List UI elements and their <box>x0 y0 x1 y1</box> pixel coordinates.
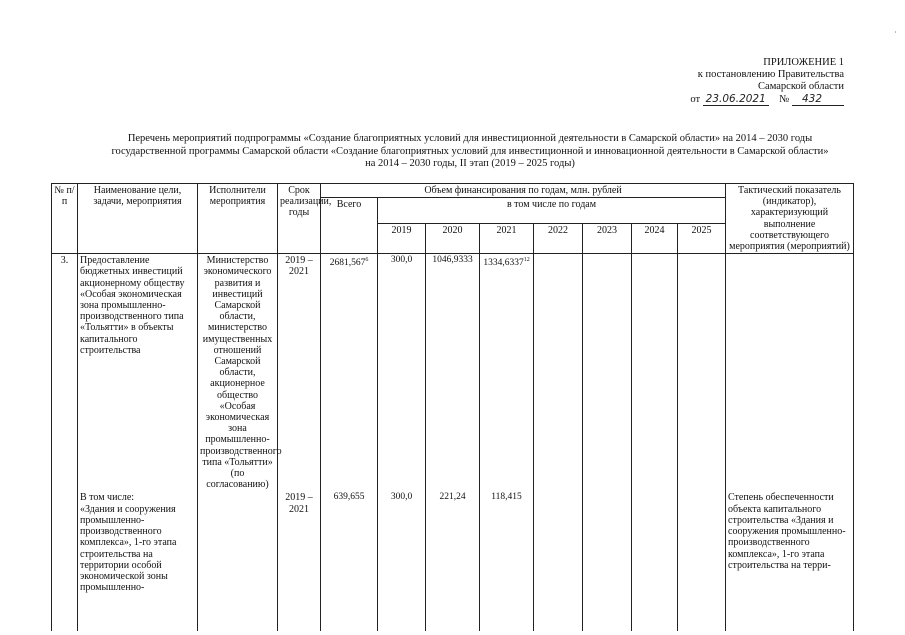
row-2024 <box>632 254 678 492</box>
header-term: Срок реализации, годы <box>278 184 321 254</box>
row-indicator <box>726 254 854 492</box>
number-prefix: № <box>779 94 790 105</box>
header-year: 2021 <box>480 224 534 254</box>
row-num: 3. <box>52 254 78 492</box>
header-total: Всего <box>321 198 378 254</box>
appendix-line2: Самарской области <box>758 81 844 92</box>
header-year: 2025 <box>678 224 726 254</box>
measures-table <box>51 183 854 631</box>
row-2022 <box>534 254 583 492</box>
title-line2: государственной программы Самарской области «Создание благоприятных условий для инвестиционной и инновационной деятельности в Самарской области» <box>111 145 829 157</box>
appendix-title: ПРИЛОЖЕНИЕ 1 <box>763 57 844 68</box>
row-2021-footnote: 12 <box>523 257 530 264</box>
header-by-years: в том числе по годам <box>378 198 726 224</box>
appendix-date-line <box>690 93 844 106</box>
handwritten-date: 23.06.2021 <box>703 93 769 106</box>
title-line3: на 2014 – 2030 годы, II этап (2019 – 2025 годы) <box>365 158 575 169</box>
row-indicator: Степень обеспеченности объекта капитального строительства «Здания и сооружения промышленно-производственного комплекса», 1-го этапа строительства на терри- <box>726 491 854 631</box>
row-2025 <box>678 254 726 492</box>
row-total-footnote: 6 <box>365 257 369 264</box>
header-year: 2024 <box>632 224 678 254</box>
date-prefix: от <box>690 94 701 105</box>
row-2024 <box>632 491 678 631</box>
appendix-line1: к постановлению Правительства <box>697 69 844 80</box>
row-name <box>78 491 198 631</box>
row-2025 <box>678 491 726 631</box>
row-name-text: «Здания и сооружения промышленно-производственного комплекса», 1-го этапа строительства на территории особой экономической зоны промышленно- <box>80 503 177 594</box>
row-2022 <box>534 491 583 631</box>
document-title <box>60 133 880 171</box>
row-term: 2019 – 2021 <box>278 254 321 492</box>
row-total <box>321 254 378 492</box>
row-executors <box>198 491 278 631</box>
header-name: Наименование цели, задачи, мероприятия <box>78 184 198 254</box>
header-year: 2022 <box>534 224 583 254</box>
row-2019: 300,0 <box>378 491 426 631</box>
header-financing: Объем финансирования по годам, млн. рублей <box>321 184 726 198</box>
row-2021-value: 1334,6337 <box>483 258 524 269</box>
header-num: № п/п <box>52 184 78 254</box>
row-total: 639,655 <box>321 491 378 631</box>
row-num <box>52 491 78 631</box>
row-2019: 300,0 <box>378 254 426 492</box>
row-2020: 221,24 <box>426 491 480 631</box>
table-row <box>52 254 854 492</box>
row-2023 <box>583 254 632 492</box>
row-2020: 1046,9333 <box>426 254 480 492</box>
row-2021: 118,415 <box>480 491 534 631</box>
row-total-value: 2681,567 <box>329 258 366 269</box>
row-term: 2019 – 2021 <box>278 491 321 631</box>
row-executors: Министерство экономического развития и инвестиций Самарской области, министерство имущественных отношений Самарской области, акционерное общество «Особая экономическая зона промышленно-производственного типа «Тольятти» (по согласованию) <box>198 254 278 492</box>
corner-mark: ˙ <box>894 30 897 40</box>
header-year: 2019 <box>378 224 426 254</box>
header-year: 2020 <box>426 224 480 254</box>
header-executors: Исполнители мероприятия <box>198 184 278 254</box>
row-name-intro: В том числе: <box>80 492 135 504</box>
table-row <box>52 491 854 631</box>
handwritten-number: 432 <box>792 93 844 106</box>
header-year: 2023 <box>583 224 632 254</box>
header-indicator: Тактический показатель (индикатор), характеризующий выполнение соответствующего мероприятия (мероприятий) <box>726 184 854 254</box>
row-2021 <box>480 254 534 492</box>
row-2023 <box>583 491 632 631</box>
appendix-block <box>690 57 844 106</box>
row-name: Предоставление бюджетных инвестиций акционерному обществу «Особая экономическая зона промышленно-производственного типа «Тольятти» в объекты капитального строительства <box>78 254 198 492</box>
title-line1: Перечень мероприятий подпрограммы «Создание благоприятных условий для инвестиционной деятельности в Самарской области» на 2014 – 2030 годы <box>127 133 813 144</box>
header-row-1 <box>52 184 854 198</box>
